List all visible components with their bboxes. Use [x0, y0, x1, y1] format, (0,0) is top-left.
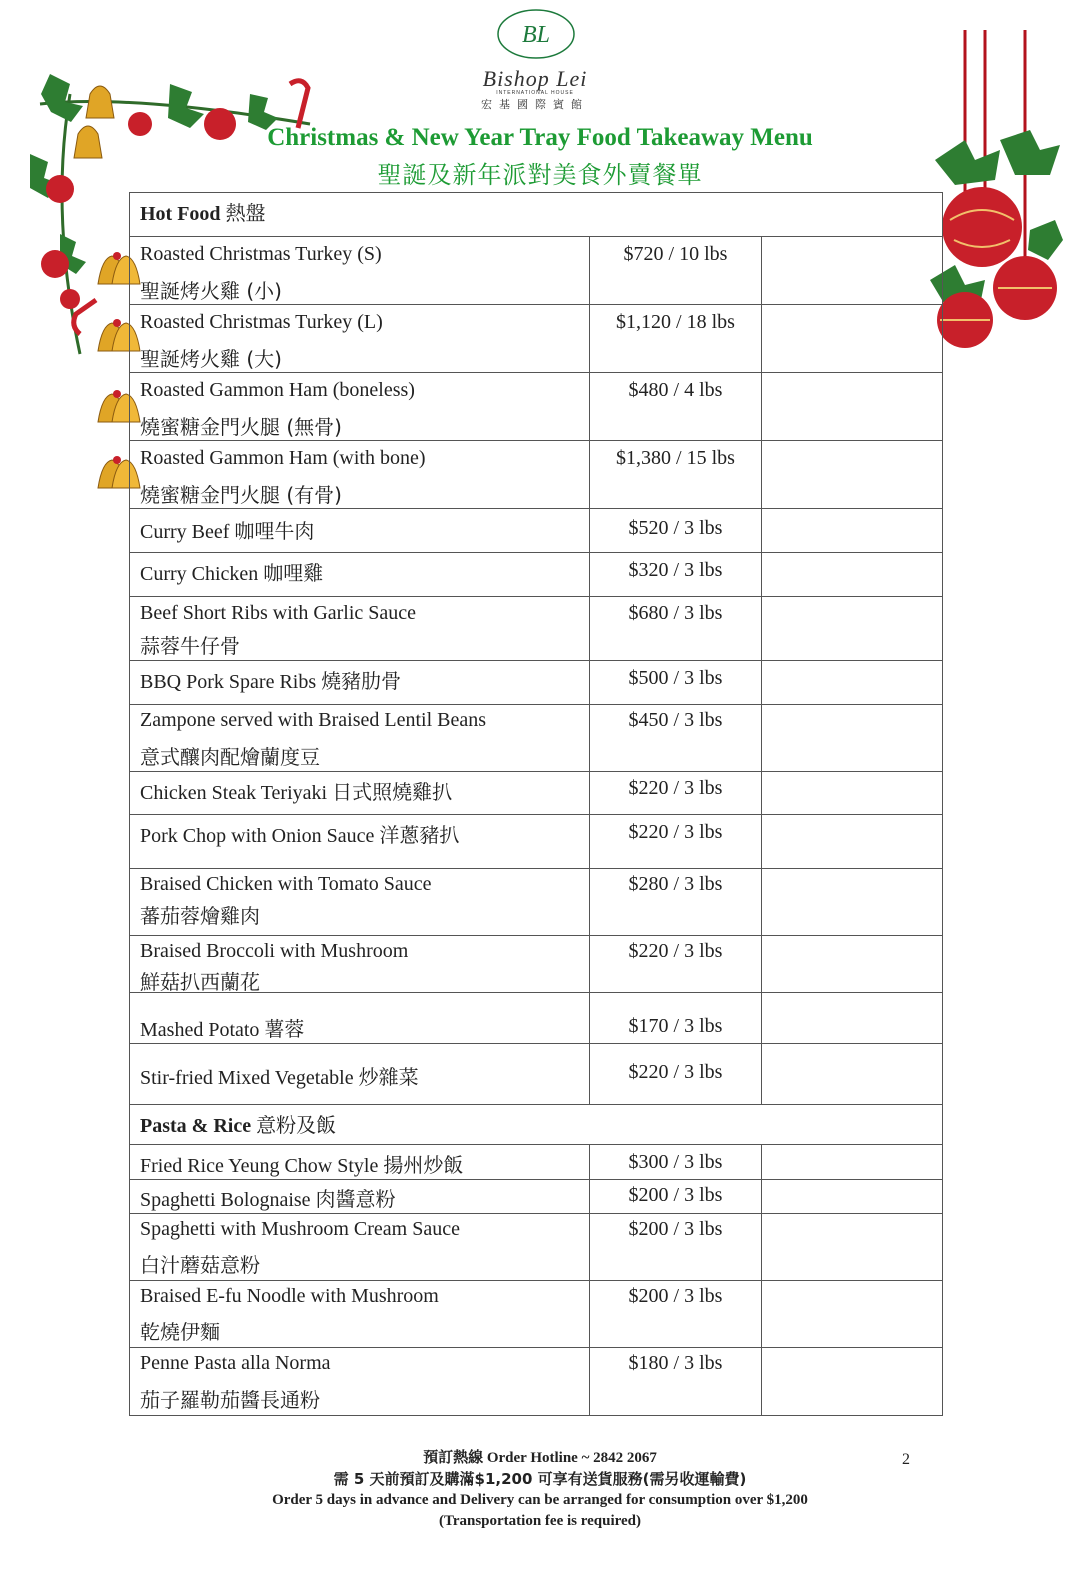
order-hotline: 預訂熱線 Order Hotline ~ 2842 2067 — [423, 1450, 657, 1466]
item-name-english: Roasted Christmas Turkey (L) — [140, 311, 383, 333]
item-name-chinese: 聖誕烤火雞 (小) — [140, 279, 282, 303]
item-name-cell — [130, 936, 590, 992]
item-name-cell — [130, 869, 590, 935]
order-quantity-cell — [762, 993, 942, 1043]
item-price-cell — [590, 597, 762, 660]
item-price: $280 / 3 lbs — [628, 873, 723, 895]
delivery-note-chinese: 需 5 天前預訂及購滿$1,200 可享有送貨服務(需另收運輸費) — [333, 1470, 747, 1488]
menu-item-row — [130, 869, 942, 936]
item-name-cell — [130, 1281, 590, 1347]
transportation-fee-note: (Transportation fee is required) — [438, 1513, 642, 1529]
order-quantity-cell — [762, 305, 942, 372]
item-name-cell — [130, 1044, 590, 1104]
item-name-cell — [130, 1214, 590, 1280]
menu-item-row — [130, 597, 942, 661]
order-quantity-cell — [762, 441, 942, 508]
item-price-cell — [590, 373, 762, 440]
section-title-chinese: 熱盤 — [225, 201, 266, 225]
brand-subtitle: INTERNATIONAL HOUSE — [496, 90, 574, 96]
item-name-chinese: 燒蜜糖金門火腿 (有骨) — [140, 483, 342, 507]
item-name-english: Pork Chop with Onion Sauce 洋蔥豬扒 — [140, 825, 460, 847]
item-price: $720 / 10 lbs — [623, 243, 728, 265]
item-name-chinese: 乾燒伊麵 — [140, 1320, 220, 1344]
item-price: $480 / 4 lbs — [628, 379, 723, 401]
order-quantity-cell — [762, 705, 942, 771]
item-name-chinese: 燒蜜糖金門火腿 (無骨) — [140, 415, 342, 439]
item-name-english: Curry Beef 咖哩牛肉 — [140, 521, 315, 543]
item-name-cell — [130, 237, 590, 304]
item-price: $170 / 3 lbs — [628, 1015, 723, 1037]
item-name-english: Zampone served with Braised Lentil Beans — [140, 709, 487, 731]
item-name-cell — [130, 1180, 590, 1213]
order-quantity-cell — [762, 936, 942, 992]
menu-table — [129, 192, 943, 1416]
item-price: $220 / 3 lbs — [628, 1061, 723, 1083]
item-price: $200 / 3 lbs — [628, 1218, 723, 1240]
delivery-note-english: Order 5 days in advance and Delivery can be arranged for consumption over $1,200 — [272, 1492, 808, 1508]
item-name-english: Roasted Christmas Turkey (S) — [140, 243, 382, 265]
order-quantity-cell — [762, 1145, 942, 1179]
item-name-cell — [130, 441, 590, 508]
item-price: $200 / 3 lbs — [628, 1285, 723, 1307]
item-price: $220 / 3 lbs — [628, 940, 723, 962]
item-price-cell — [590, 509, 762, 552]
item-price: $220 / 3 lbs — [628, 821, 723, 843]
order-quantity-cell — [762, 1281, 942, 1347]
item-name-english: Spaghetti with Mushroom Cream Sauce — [140, 1218, 460, 1240]
menu-item-row — [130, 1214, 942, 1281]
item-name-cell — [130, 815, 590, 868]
item-price-cell — [590, 772, 762, 814]
item-price: $680 / 3 lbs — [628, 602, 723, 624]
item-name-cell — [130, 993, 590, 1043]
item-name-english: Roasted Gammon Ham (with bone) — [140, 447, 426, 469]
menu-item-row — [130, 1348, 942, 1416]
item-name-english: Curry Chicken 咖哩雞 — [140, 563, 324, 585]
item-price: $200 / 3 lbs — [628, 1184, 723, 1206]
item-name-cell — [130, 597, 590, 660]
item-name-cell — [130, 373, 590, 440]
section-title-english: Pasta & Rice — [140, 1115, 252, 1137]
item-name-chinese: 鮮菇扒西蘭花 — [140, 970, 260, 994]
item-price-cell — [590, 936, 762, 992]
item-name-cell — [130, 1348, 590, 1416]
item-name-cell — [130, 553, 590, 596]
section-header-row — [130, 1105, 942, 1145]
page-number: 2 — [902, 1451, 910, 1468]
order-quantity-cell — [762, 772, 942, 814]
order-quantity-cell — [762, 1214, 942, 1280]
order-quantity-cell — [762, 597, 942, 660]
item-price-cell — [590, 993, 762, 1043]
brand-name: Bishop Lei — [482, 66, 588, 91]
item-name-cell — [130, 772, 590, 814]
item-name-english: Penne Pasta alla Norma — [140, 1352, 331, 1374]
item-name-chinese: 白汁蘑菇意粉 — [140, 1253, 260, 1277]
item-name-cell — [130, 509, 590, 552]
menu-item-row — [130, 993, 942, 1044]
menu-item-row — [130, 772, 942, 815]
menu-title-english: Christmas & New Year Tray Food Takeaway Menu — [267, 124, 813, 151]
item-name-english: Braised Chicken with Tomato Sauce — [140, 873, 432, 895]
order-quantity-cell — [762, 1348, 942, 1416]
menu-item-row — [130, 237, 942, 305]
menu-title-chinese: 聖誕及新年派對美食外賣餐單 — [377, 161, 703, 189]
bl-monogram-logo — [496, 8, 576, 60]
item-name-cell — [130, 305, 590, 372]
svg-text:BL: BL — [521, 22, 551, 48]
item-name-cell — [130, 661, 590, 704]
item-price: $1,380 / 15 lbs — [616, 447, 735, 469]
item-name-english: Fried Rice Yeung Chow Style 揚州炒飯 — [140, 1155, 464, 1177]
section-title-english: Hot Food — [140, 203, 221, 225]
item-price: $180 / 3 lbs — [628, 1352, 723, 1374]
order-quantity-cell — [762, 1044, 942, 1104]
brand-block — [440, 66, 630, 112]
item-name-english: Beef Short Ribs with Garlic Sauce — [140, 602, 417, 624]
item-price: $300 / 3 lbs — [628, 1151, 723, 1173]
section-title — [140, 197, 266, 226]
order-quantity-cell — [762, 815, 942, 868]
item-price: $1,120 / 18 lbs — [616, 311, 735, 333]
item-price: $450 / 3 lbs — [628, 709, 723, 731]
item-name-english: Mashed Potato 薯蓉 — [140, 1019, 305, 1041]
item-price-cell — [590, 553, 762, 596]
item-name-chinese: 蕃茄蓉燴雞肉 — [140, 904, 260, 928]
order-quantity-cell — [762, 373, 942, 440]
item-price-cell — [590, 705, 762, 771]
item-name-chinese: 意式釀肉配燴蘭度豆 — [140, 745, 320, 769]
item-price: $520 / 3 lbs — [628, 517, 723, 539]
item-name-english: Braised E-fu Noodle with Mushroom — [140, 1285, 439, 1307]
brand-chinese-name: 宏基國際賓館 — [481, 98, 589, 111]
menu-item-row — [130, 661, 942, 705]
menu-item-row — [130, 373, 942, 441]
item-name-chinese: 蒜蓉牛仔骨 — [140, 634, 240, 658]
item-name-chinese: 聖誕烤火雞 (大) — [140, 347, 282, 371]
menu-item-row — [130, 1281, 942, 1348]
menu-item-row — [130, 815, 942, 869]
item-price-cell — [590, 305, 762, 372]
order-quantity-cell — [762, 509, 942, 552]
item-price-cell — [590, 1044, 762, 1104]
item-price: $220 / 3 lbs — [628, 777, 723, 799]
order-quantity-cell — [762, 553, 942, 596]
footer — [0, 1448, 1080, 1532]
item-price: $320 / 3 lbs — [628, 559, 723, 581]
item-price: $500 / 3 lbs — [628, 667, 723, 689]
section-title-chinese: 意粉及飯 — [256, 1113, 337, 1137]
menu-item-row — [130, 936, 942, 993]
item-name-english: BBQ Pork Spare Ribs 燒豬肋骨 — [140, 671, 402, 693]
item-price-cell — [590, 1145, 762, 1179]
item-price-cell — [590, 815, 762, 868]
item-name-english: Stir-fried Mixed Vegetable 炒雜菜 — [140, 1067, 419, 1089]
menu-item-row — [130, 305, 942, 373]
item-price-cell — [590, 661, 762, 704]
order-quantity-cell — [762, 1180, 942, 1213]
item-name-english: Braised Broccoli with Mushroom — [140, 940, 409, 962]
item-name-cell — [130, 705, 590, 771]
item-price-cell — [590, 1281, 762, 1347]
order-quantity-cell — [762, 661, 942, 704]
ornament-cluster-icon — [930, 30, 1070, 360]
item-price-cell — [590, 237, 762, 304]
item-name-english: Chicken Steak Teriyaki 日式照燒雞扒 — [140, 782, 453, 804]
menu-item-row — [130, 1180, 942, 1214]
item-name-cell — [130, 1145, 590, 1179]
section-title — [140, 1109, 336, 1138]
item-price-cell — [590, 1214, 762, 1280]
menu-item-row — [130, 705, 942, 772]
menu-item-row — [130, 1044, 942, 1105]
item-price-cell — [590, 441, 762, 508]
item-name-english: Roasted Gammon Ham (boneless) — [140, 379, 415, 401]
item-price-cell — [590, 869, 762, 935]
order-quantity-cell — [762, 237, 942, 304]
order-quantity-cell — [762, 869, 942, 935]
item-name-chinese: 茄子羅勒茄醬長通粉 — [140, 1388, 320, 1412]
menu-item-row — [130, 441, 942, 509]
menu-item-row — [130, 553, 942, 597]
menu-item-row — [130, 1145, 942, 1180]
item-price-cell — [590, 1180, 762, 1213]
item-price-cell — [590, 1348, 762, 1416]
item-name-english: Spaghetti Bolognaise 肉醬意粉 — [140, 1189, 396, 1211]
menu-item-row — [130, 509, 942, 553]
section-header-row — [130, 193, 942, 237]
